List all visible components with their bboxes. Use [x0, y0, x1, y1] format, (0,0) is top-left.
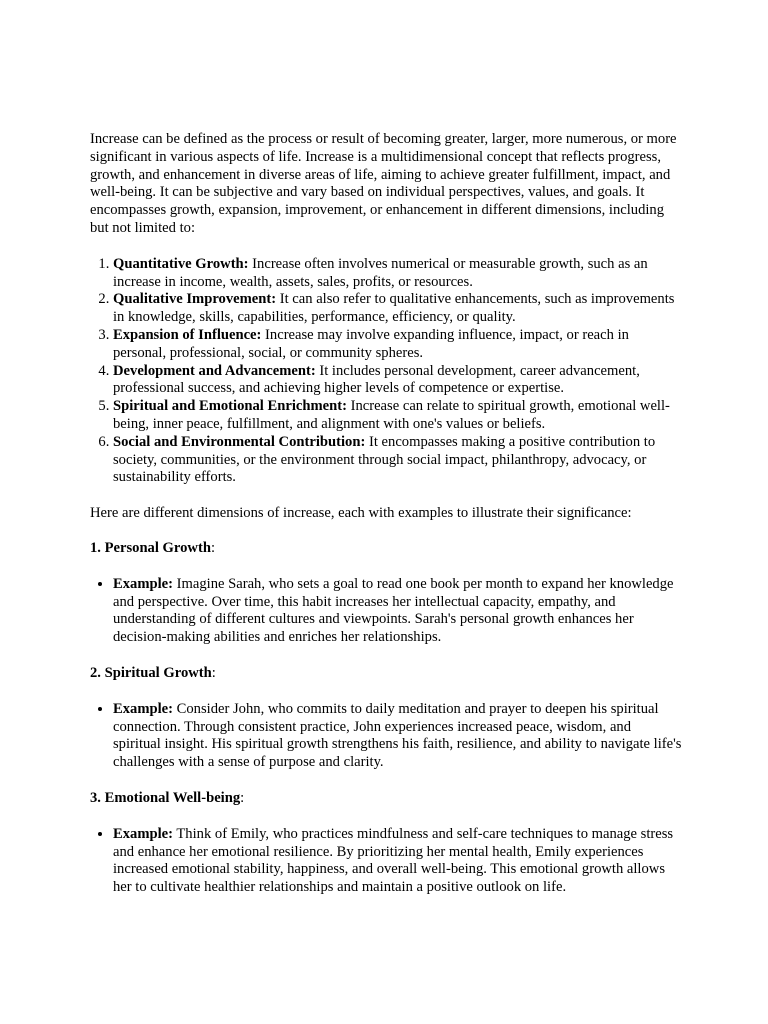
example-text: Consider John, who commits to daily meditation and prayer to deepen his spiritual connection. Through consistent practice, John experiences increased peace, wisdom, and spiritual insight. His spiritual growth strengthens his faith, resilience, and ability to navigate life's challenges with a sense of purpose and clarity.: [113, 700, 682, 771]
list-item: [113, 826, 682, 897]
section-heading-text: 3. Emotional Well-being: [90, 789, 241, 806]
list-item: [113, 291, 682, 327]
list-item-term: Spiritual and Emotional Enrichment:: [113, 398, 347, 415]
example-list-emotional-well-being: [90, 826, 682, 897]
example-text: Think of Emily, who practices mindfulness and self-care techniques to manage stress and enhance her emotional resilience. By prioritizing her mental health, Emily experiences increased emotional stability, happiness, and overall well-being. This emotional growth allows her to cultivate healthier relationships and maintain a positive outlook on life.: [113, 825, 674, 896]
list-item: [113, 701, 682, 772]
example-list-spiritual-growth: [90, 701, 682, 772]
dimensions-list: [90, 256, 682, 487]
list-item-term: Development and Advancement:: [113, 362, 316, 379]
list-item: [113, 327, 682, 363]
section-heading-spiritual-growth: [90, 665, 682, 683]
list-item-term: Qualitative Improvement:: [113, 291, 277, 308]
list-item-text: Increase often involves numerical or measurable growth, such as an increase in income, wealth, assets, sales, profits, or resources.: [113, 255, 648, 290]
list-item-term: Quantitative Growth:: [113, 255, 249, 272]
list-item: [113, 363, 682, 399]
example-list-personal-growth: [90, 576, 682, 647]
list-item-text: It includes personal development, career advancement, professional success, and achieving higher levels of competence or expertise.: [113, 362, 640, 397]
list-item: [113, 398, 682, 434]
example-label: Example:: [113, 575, 173, 592]
example-text: Imagine Sarah, who sets a goal to read one book per month to expand her knowledge and perspective. Over time, this habit increases her intellectual capacity, empathy, and understanding of different cultures and viewpoints. Sarah's personal growth enhances her decision-making abilities and enriches her relationships.: [113, 575, 674, 646]
example-label: Example:: [113, 700, 173, 717]
list-item-text: It can also refer to qualitative enhancements, such as improvements in knowledge, skills, capabilities, performance, efficiency, or quality.: [113, 291, 675, 326]
section-heading-text: 1. Personal Growth: [90, 539, 211, 556]
list-item-term: Social and Environmental Contribution:: [113, 433, 366, 450]
list-item: [113, 256, 682, 292]
transition-paragraph: Here are different dimensions of increase, each with examples to illustrate their significance:: [90, 505, 632, 522]
section-heading-emotional-well-being: [90, 790, 682, 808]
section-heading-colon: :: [210, 539, 215, 556]
list-item-text: Increase can relate to spiritual growth, emotional well-being, inner peace, fulfillment, and alignment with one's values or beliefs.: [113, 398, 670, 432]
section-heading-colon: :: [240, 789, 245, 806]
list-item: [113, 576, 682, 647]
list-item-text: It encompasses making a positive contribution to society, communities, or the environment through social impact, philanthropy, advocacy, or sustainability efforts.: [113, 433, 656, 486]
list-item-term: Expansion of Influence:: [113, 326, 262, 343]
intro-paragraph: Increase can be defined as the process or result of becoming greater, larger, more numerous, or more significant in various aspects of life. Increase is a multidimensional concept that reflects progress, growth, and enhancement in diverse areas of life, aiming to achieve greater fulfillment, impact, and well-being. It can be subjective and vary based on individual perspectives, values, and goals. It encompasses growth, expansion, improvement, or enhancement in different dimensions, including but not limited to:: [90, 131, 677, 236]
section-heading-text: 2. Spiritual Growth: [90, 664, 212, 681]
section-heading-colon: :: [211, 664, 216, 681]
example-label: Example:: [113, 825, 173, 842]
section-heading-personal-growth: [90, 540, 682, 558]
list-item: [113, 434, 682, 487]
list-item-text: Increase may involve expanding influence, impact, or reach in personal, professional, social, or community spheres.: [113, 326, 629, 361]
